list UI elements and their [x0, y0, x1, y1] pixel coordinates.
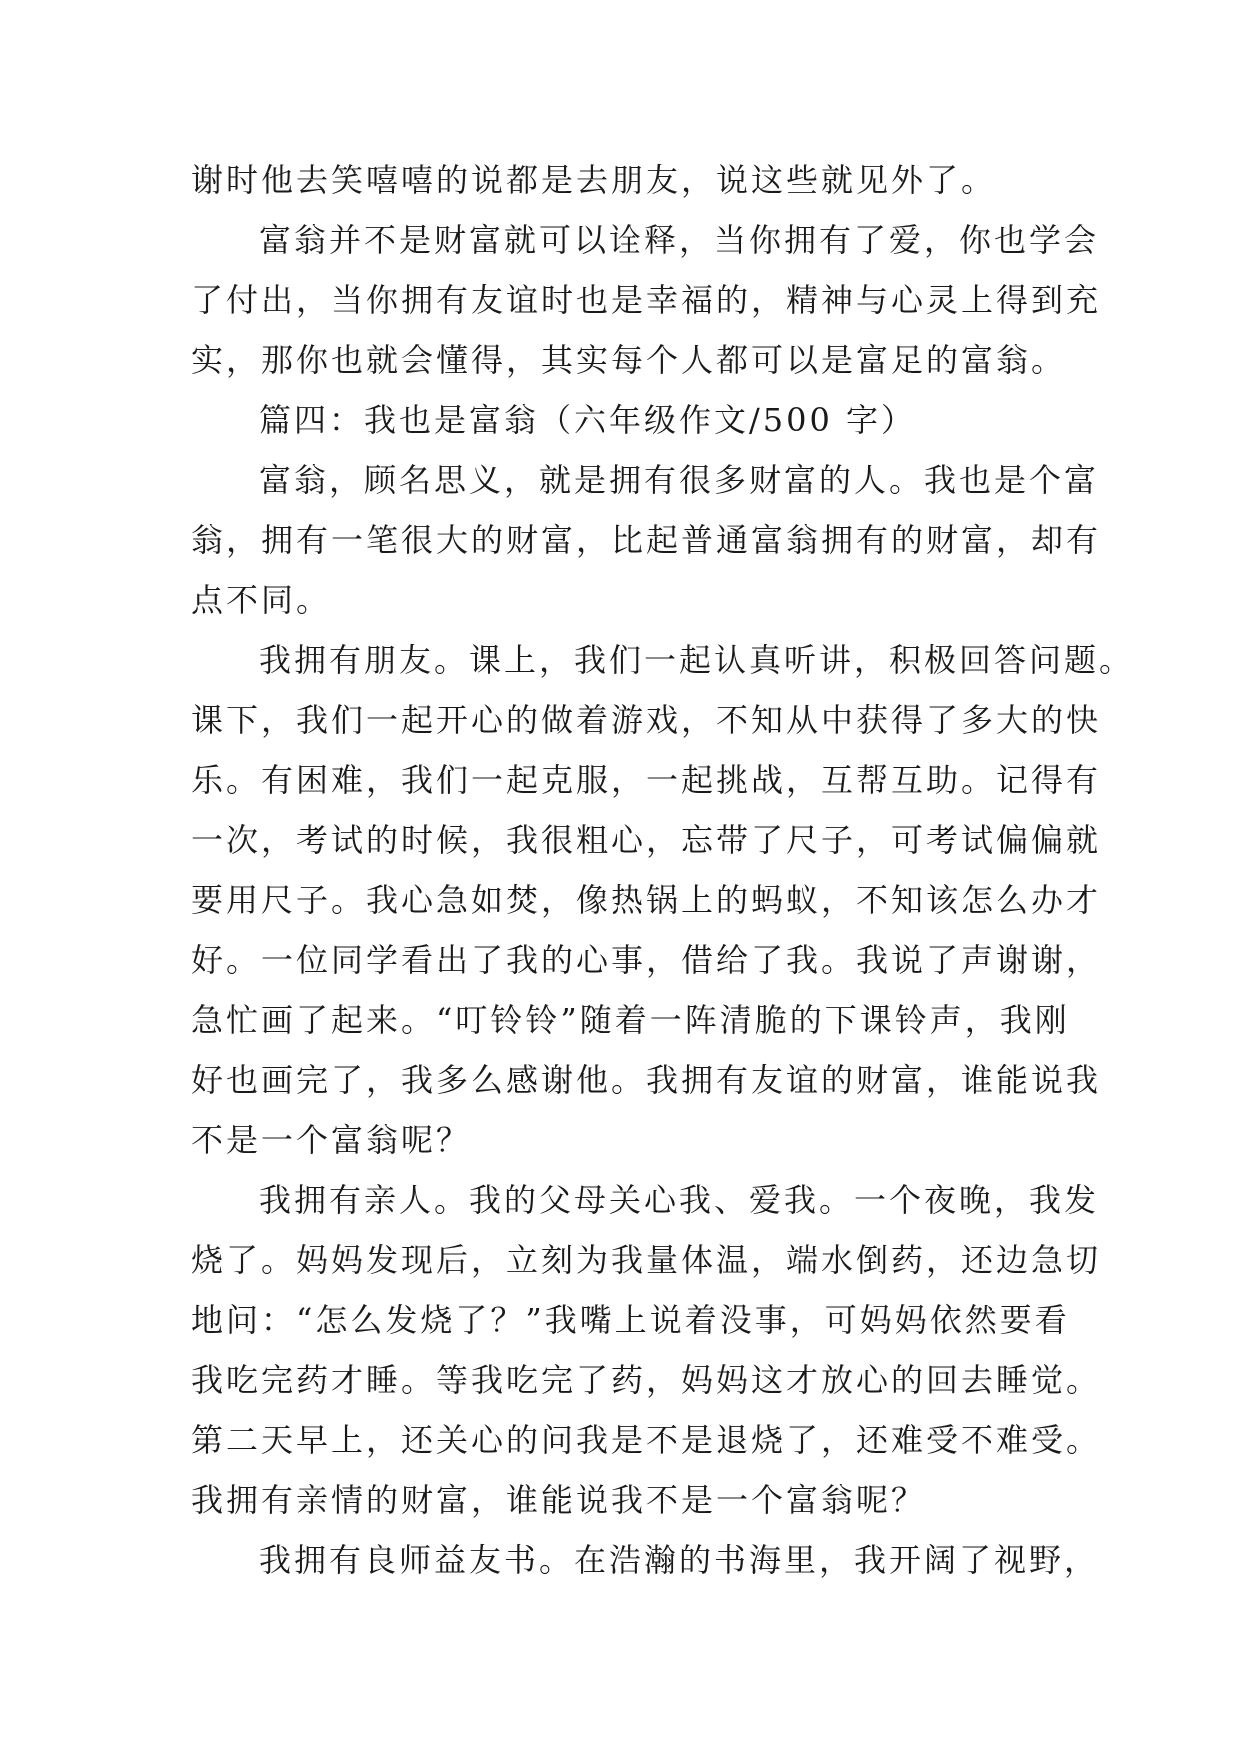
- text-line: 乐。有困难，我们一起克服，一起挑战，互帮互助。记得有: [191, 761, 1102, 799]
- text-line: 急忙画了起来。“叮铃铃”随着一阵清脆的下课铃声，我刚: [191, 1001, 1070, 1039]
- text-line: 翁，拥有一笔很大的财富，比起普通富翁拥有的财富，却有: [191, 521, 1102, 559]
- text-line: 我拥有亲情的财富，谁能说我不是一个富翁呢？: [191, 1481, 927, 1519]
- text-line: 了付出，当你拥有友谊时也是幸福的，精神与心灵上得到充: [191, 281, 1102, 319]
- text-line: 我拥有亲人。我的父母关心我、爱我。一个夜晚，我发: [259, 1181, 1100, 1219]
- text-line: 好也画完了，我多么感谢他。我拥有友谊的财富，谁能说我: [191, 1061, 1102, 1099]
- text-line: 好。一位同学看出了我的心事，借给了我。我说了声谢谢，: [191, 941, 1102, 979]
- text-line: 谢时他去笑嘻嘻的说都是去朋友，说这些就见外了。: [191, 161, 997, 199]
- text-line: 要用尺子。我心急如焚，像热锅上的蚂蚁，不知该怎么办才: [191, 881, 1102, 919]
- text-line: 实，那你也就会懂得，其实每个人都可以是富足的富翁。: [191, 341, 1067, 379]
- section-heading: 篇四：我也是富翁（六年级作文/500 字）: [259, 401, 917, 439]
- text-line: 不是一个富翁呢？: [191, 1121, 472, 1159]
- document-body: [191, 150, 1135, 1590]
- text-line: 一次，考试的时候，我很粗心，忘带了尺子，可考试偏偏就: [191, 821, 1102, 859]
- text-line: 第二天早上，还关心的问我是不是退烧了，还难受不难受。: [191, 1421, 1102, 1459]
- text-line: 我吃完药才睡。等我吃完了药，妈妈这才放心的回去睡觉。: [191, 1361, 1102, 1399]
- text-line: 我拥有朋友。课上，我们一起认真听讲，积极回答问题。: [259, 641, 1135, 679]
- text-line: 课下，我们一起开心的做着游戏，不知从中获得了多大的快: [191, 701, 1102, 739]
- text-line: 我拥有良师益友书。在浩瀚的书海里，我开阔了视野，: [259, 1541, 1100, 1579]
- text-line: 富翁并不是财富就可以诠释，当你拥有了爱，你也学会: [259, 221, 1100, 259]
- text-line: 富翁，顾名思义，就是拥有很多财富的人。我也是个富: [259, 461, 1100, 499]
- text-line: 烧了。妈妈发现后，立刻为我量体温，端水倒药，还边急切: [191, 1241, 1102, 1279]
- text-line: 点不同。: [191, 581, 332, 619]
- text-line: 地问：“怎么发烧了？”我嘴上说着没事，可妈妈依然要看: [191, 1301, 1070, 1339]
